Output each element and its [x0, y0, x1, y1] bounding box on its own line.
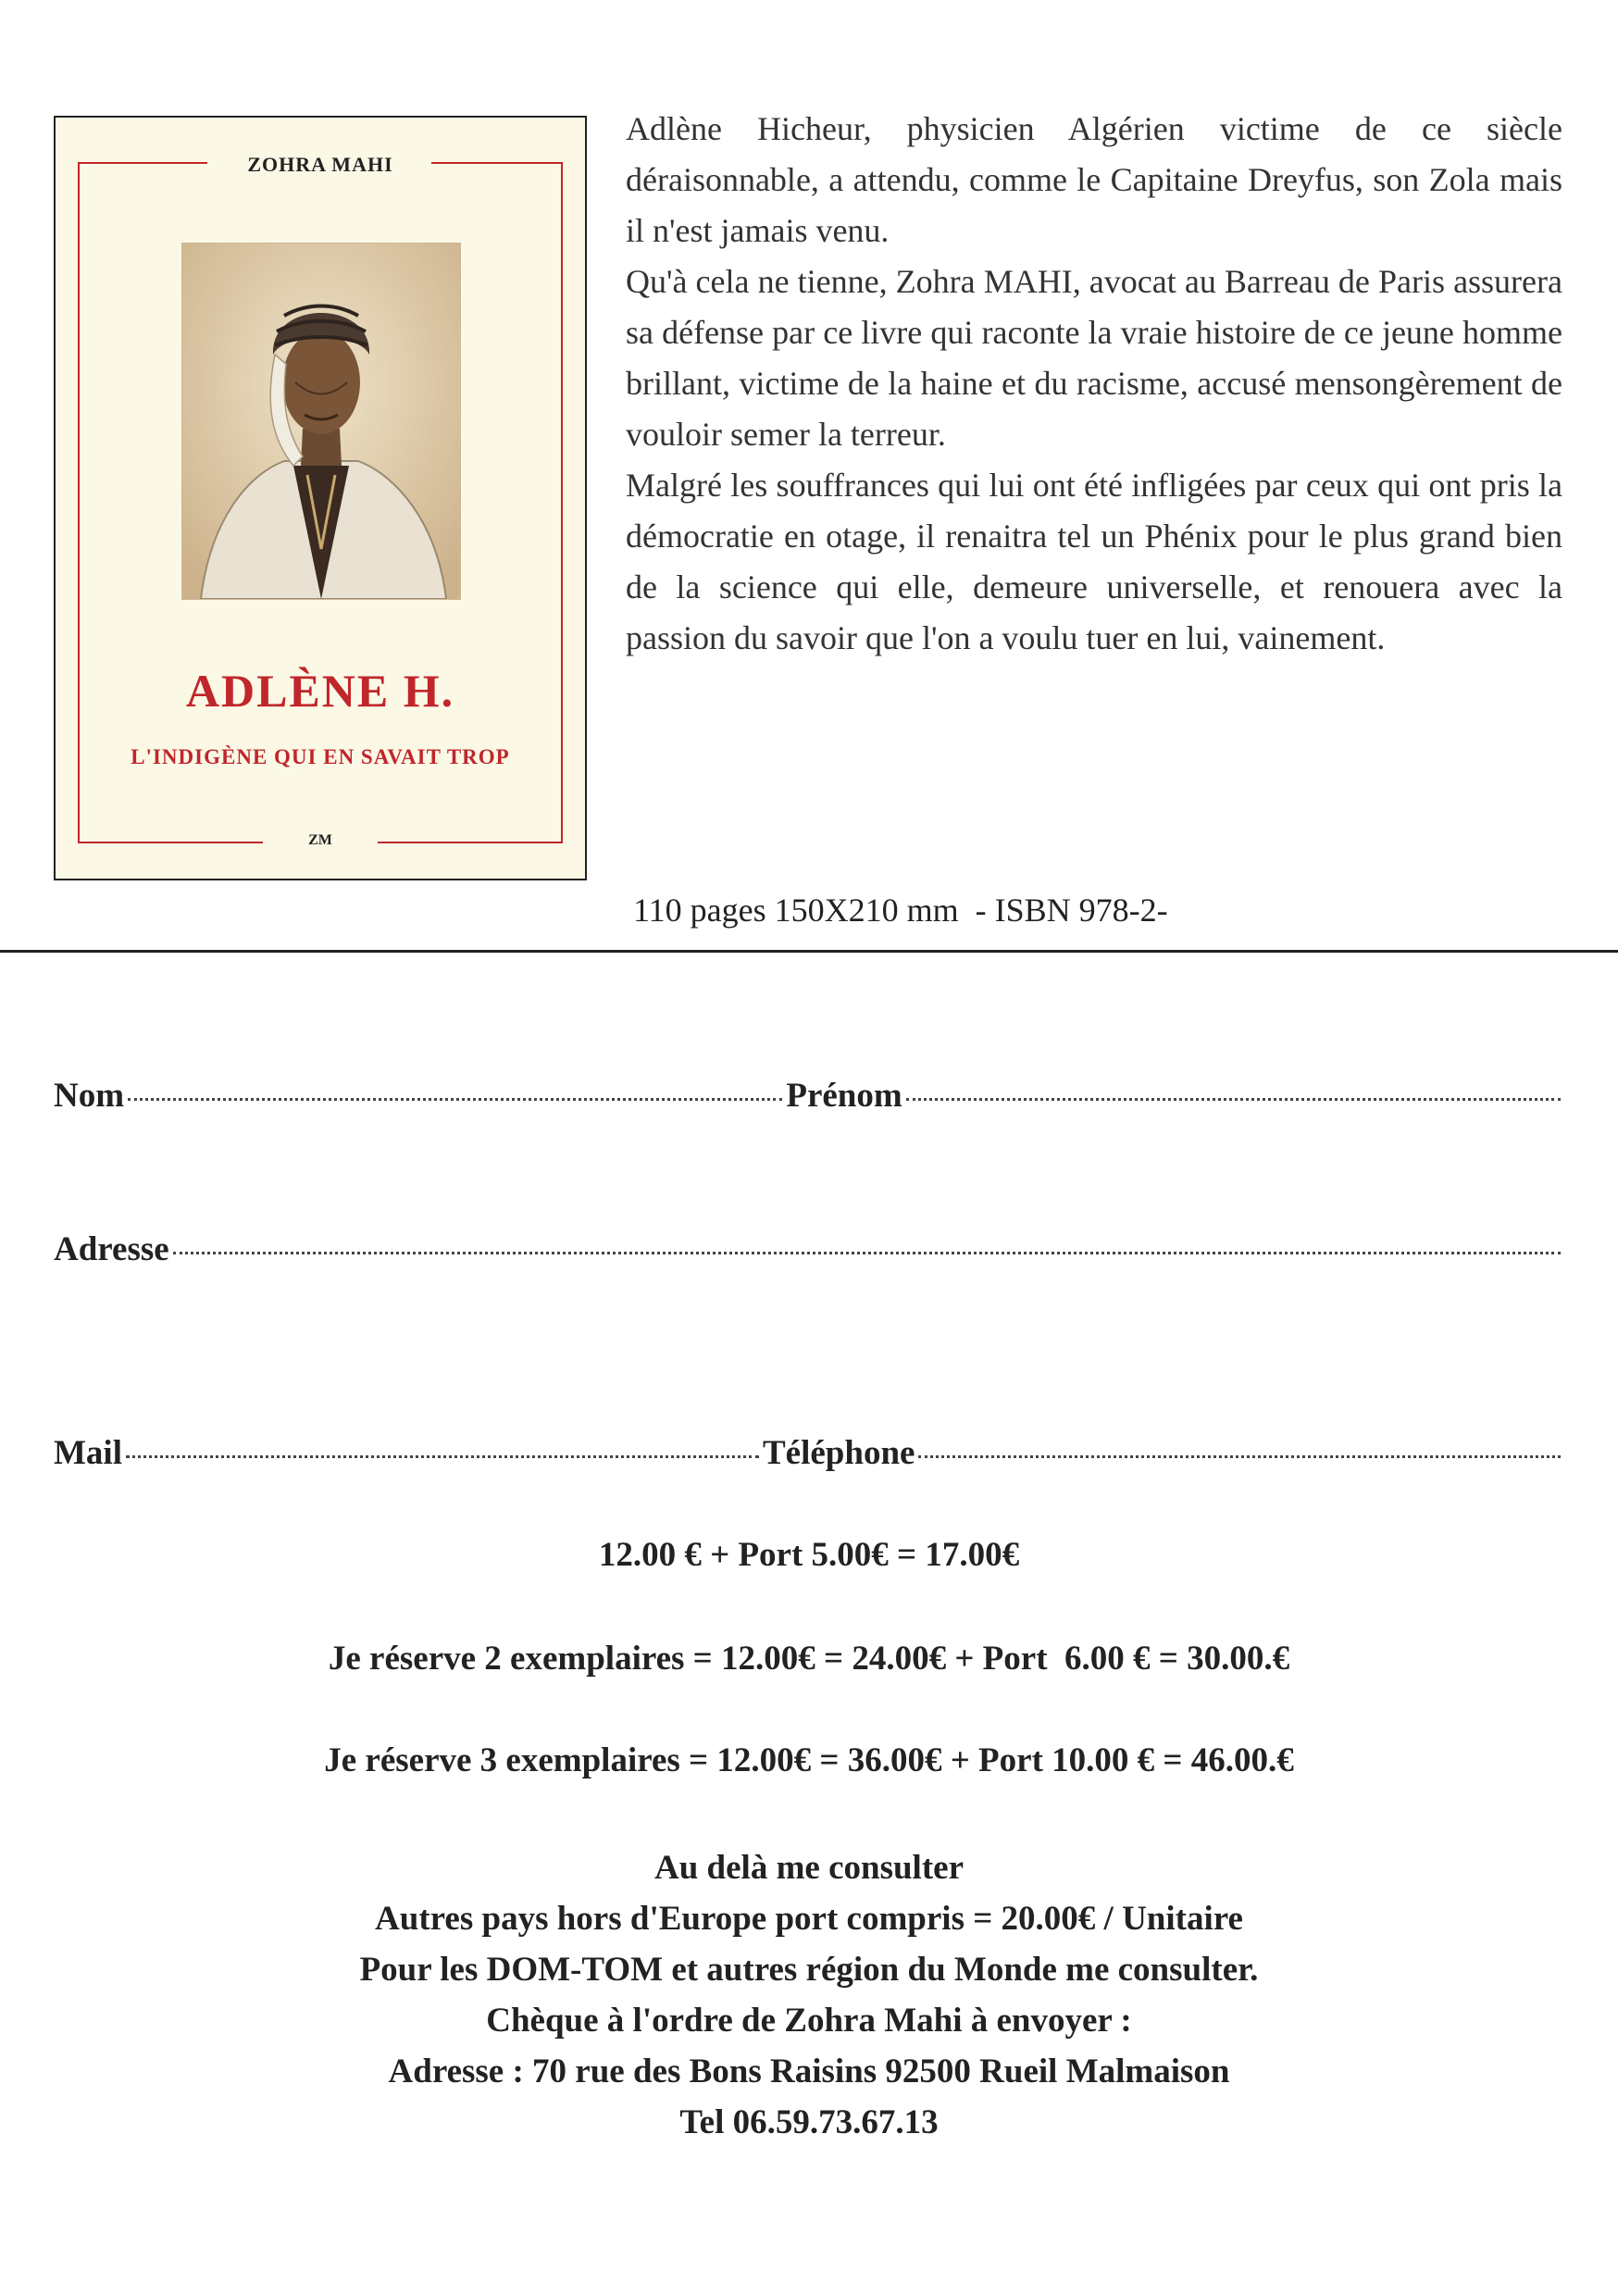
- telephone-field[interactable]: [918, 1455, 1561, 1458]
- adresse-label: Adresse: [54, 1230, 169, 1268]
- portrait-illustration: [182, 243, 460, 599]
- prenom-label: Prénom: [786, 1077, 902, 1115]
- price-single: 12.00 € + Port 5.00€ = 17.00€: [598, 1536, 1020, 1574]
- nom-label: Nom: [54, 1077, 125, 1115]
- cover-portrait-image: [181, 243, 461, 600]
- book-specs: 110 pages 150X210 mm - ISBN 978-2-: [633, 892, 1168, 929]
- telephone-label: Téléphone: [762, 1434, 915, 1472]
- book-description: [626, 104, 1562, 664]
- prenom-field[interactable]: [906, 1098, 1561, 1101]
- price-two-copies: Je réserve 2 exemplaires = 12.00€ = 24.00€ + Port 6.00 € = 30.00.€: [328, 1640, 1290, 1678]
- footer-line: Chèque à l'ordre de Zohra Mahi à envoyer :: [486, 2002, 1132, 2040]
- contact-row: [54, 1433, 1564, 1473]
- cover-title: ADLÈNE H.: [185, 665, 455, 717]
- price-three-copies: Je réserve 3 exemplaires = 12.00€ = 36.00€ + Port 10.00 € = 46.00.€: [324, 1741, 1294, 1779]
- cover-publisher-logo: ZM: [56, 832, 585, 849]
- footer-line: Pour les DOM-TOM et autres région du Monde me consulter.: [359, 1951, 1259, 1989]
- section-divider: [0, 950, 1618, 953]
- address-row: [54, 1229, 1564, 1269]
- description-paragraph: Adlène Hicheur, physicien Algérien victime de ce siècle déraisonnable, a attendu, comme le Capitaine Dreyfus, son Zola mais il n'est jamais venu.: [626, 110, 1562, 249]
- description-paragraph: Malgré les souffrances qui lui ont été infligées par ceux qui ont pris la démocratie en otage, il renaitra tel un Phénix pour le plus grand bien de la science qui elle, demeure universelle, et renouera avec la passion du savoir que l'on a voulu tuer en lui, vainement.: [626, 467, 1562, 656]
- footer-line: Au delà me consulter: [654, 1849, 964, 1887]
- cover-subtitle: L'INDIGÈNE QUI EN SAVAIT TROP: [131, 745, 510, 768]
- adresse-field[interactable]: [173, 1252, 1561, 1254]
- footer-line: Adresse : 70 rue des Bons Raisins 92500 Rueil Malmaison: [388, 2053, 1230, 2090]
- nom-field[interactable]: [128, 1098, 782, 1101]
- mail-label: Mail: [54, 1434, 122, 1472]
- description-paragraph: Qu'à cela ne tienne, Zohra MAHI, avocat au Barreau de Paris assurera sa défense par ce livre qui raconte la vraie histoire de ce jeune homme brillant, victime de la haine et du racisme, accusé mensongèrement de vouloir semer la terreur.: [626, 263, 1562, 453]
- mail-field[interactable]: [126, 1455, 759, 1458]
- footer-line: Autres pays hors d'Europe port compris = 20.00€ / Unitaire: [375, 1900, 1243, 1938]
- cover-frame-right: [561, 162, 563, 843]
- footer-line: Tel 06.59.73.67.13: [679, 2103, 939, 2141]
- cover-author: ZOHRA MAHI: [56, 153, 585, 177]
- order-info: [0, 1842, 1618, 2148]
- cover-frame-left: [78, 162, 80, 843]
- name-row: [54, 1076, 1564, 1116]
- book-cover: [54, 116, 587, 880]
